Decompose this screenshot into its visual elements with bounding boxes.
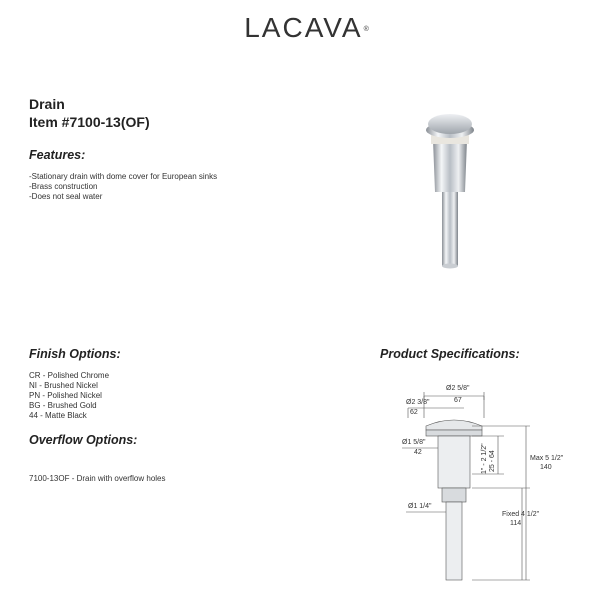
list-item: 44 - Matte Black: [29, 411, 87, 420]
brand-name: LACAVA: [244, 12, 363, 43]
brand-logo: [0, 12, 612, 44]
features-heading: Features:: [29, 148, 86, 162]
list-item: BG - Brushed Gold: [29, 401, 97, 410]
max-height-inch: Max 5 1/2": [530, 455, 564, 462]
body-diameter-mm: 42: [414, 449, 422, 456]
registered-mark: ®: [363, 26, 369, 33]
top-diameter-inch: Ø2 5/8": [446, 385, 470, 392]
top-diameter-mm: 67: [454, 397, 462, 404]
list-item: PN - Polished Nickel: [29, 391, 102, 400]
drain-product-photo: [405, 100, 495, 275]
list-item: 7100-13OF - Drain with overflow holes: [29, 474, 166, 483]
list-item: -Brass construction: [29, 182, 98, 191]
adjust-range-mm: 25 - 64: [489, 450, 496, 472]
features-list: [29, 172, 217, 202]
list-item: -Does not seal water: [29, 192, 103, 201]
product-name: Drain: [29, 96, 65, 112]
cap-diameter-inch: Ø2 3/8": [406, 399, 430, 406]
max-height-mm: 140: [540, 464, 552, 471]
finish-options-heading: Finish Options:: [29, 347, 121, 361]
body-diameter-inch: Ø1 5/8": [402, 439, 426, 446]
fixed-height-inch: Fixed 4 1/2": [502, 511, 540, 518]
overflow-options-heading: Overflow Options:: [29, 433, 138, 447]
adjust-range-inch: 1" - 2 1/2": [481, 443, 488, 474]
overflow-options-list: [29, 474, 166, 484]
cap-diameter-mm: 62: [410, 409, 418, 416]
product-specifications-heading: Product Specifications:: [380, 347, 520, 361]
list-item: -Stationary drain with dome cover for European sinks: [29, 172, 218, 181]
tail-diameter-inch: Ø1 1/4": [408, 503, 432, 510]
specification-drawing: [380, 370, 580, 606]
product-item-number: Item #7100-13(OF): [29, 114, 150, 130]
finish-options-list: [29, 371, 109, 421]
list-item: CR - Polished Chrome: [29, 371, 110, 380]
list-item: NI - Brushed Nickel: [29, 381, 98, 390]
fixed-height-mm: 114: [510, 520, 522, 527]
